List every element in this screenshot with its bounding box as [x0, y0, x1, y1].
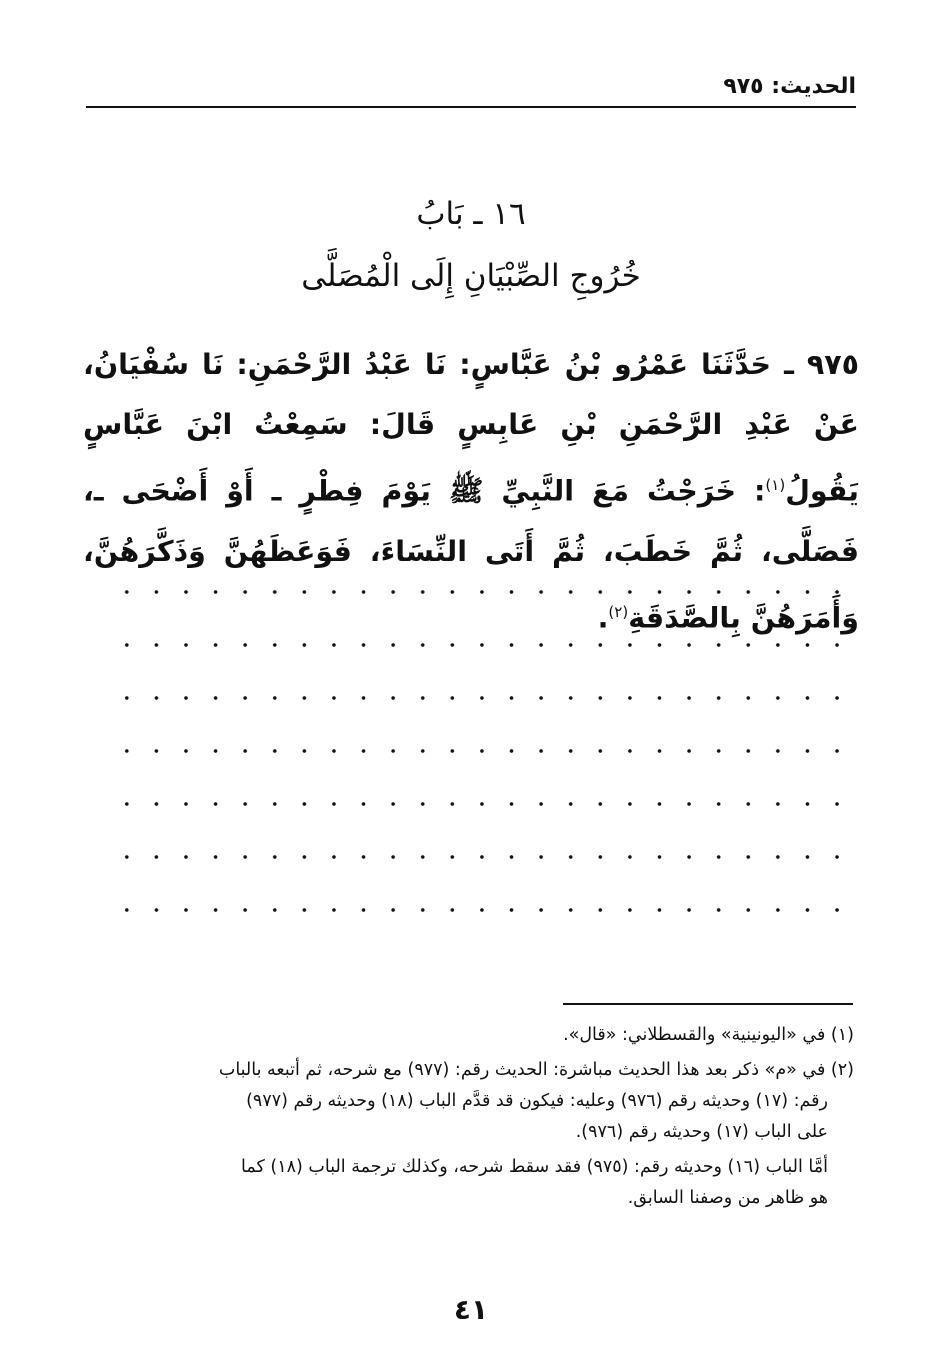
- footnote-ref-2: (٢): [608, 602, 629, 621]
- dotted-line: [112, 695, 857, 748]
- footnote-line: رقم: (١٧) وحديثه رقم (٩٧٦) وعليه: فيكون قد قدَّم الباب (١٨) وحديثه رقم (٩٧٧): [246, 1091, 828, 1111]
- footnote-line: على الباب (١٧) وحديثه رقم (٩٧٦).: [575, 1122, 828, 1142]
- running-header: الحديث: ٩٧٥: [723, 74, 856, 99]
- page-number: ٤١: [453, 1293, 489, 1326]
- footnote-1: [120, 1020, 854, 1051]
- footnote-line: أمَّا الباب (١٦) وحديثه رقم: (٩٧٥) فقد سقط شرحه، وكذلك ترجمة الباب (١٨) كما: [241, 1157, 828, 1177]
- hadith-text-end: .: [597, 601, 609, 634]
- dotted-line: [112, 748, 857, 801]
- footnotes: [120, 1020, 854, 1218]
- chapter-number: ١٦ ـ بَابُ: [416, 196, 526, 232]
- dotted-line: [112, 642, 857, 695]
- header-rule: [86, 106, 856, 108]
- footnote-rule: [563, 1003, 853, 1005]
- dotted-line: [112, 907, 857, 960]
- footnote-2-continued: [120, 1152, 854, 1214]
- footnote-line: هو ظاهر من وصفنا السابق.: [627, 1188, 828, 1208]
- dotted-line: [112, 854, 857, 907]
- dotted-line: [112, 589, 857, 642]
- footnote-line: (٢) في «م» ذكر بعد هذا الحديث مباشرة: الحديث رقم: (٩٧٧) مع شرحه، ثم أتبعه بالباب: [218, 1060, 854, 1080]
- omitted-text-marker: [112, 589, 857, 960]
- footnote-line: (١) في «اليونينية» والقسطلاني: «قال».: [563, 1025, 854, 1045]
- chapter-title: خُرُوجِ الصِّبْيَانِ إِلَى الْمُصَلَّى: [301, 258, 641, 294]
- footnote-ref-1: (١): [765, 476, 786, 494]
- hadith-text-part-2: : خَرَجْتُ مَعَ النَّبِيِّ ﷺ يَوْمَ فِطْرٍ ـ أَوْ أَضْحَى ـ، فَصَلَّى، ثُمَّ خَطَبَ، ثُمَّ أَتَى النِّسَاءَ، فَوَعَظَهُنَّ وَذَكَّرَهُنَّ، وَأَمَرَهُنَّ بِالصَّدَقَةِ: [83, 474, 859, 634]
- dotted-line: [112, 801, 857, 854]
- hadith-text-part-1: ٩٧٥ ـ حَدَّثَنَا عَمْرُو بْنُ عَبَّاسٍ: نَا عَبْدُ الرَّحْمَنِ: نَا سُفْيَانُ، عَنْ عَبْدِ الرَّحْمَنِ بْنِ عَابِسٍ قَالَ: سَمِعْتُ ابْنَ عَبَّاسٍ يَقُولُ: [83, 348, 859, 508]
- footnote-2: [120, 1055, 854, 1148]
